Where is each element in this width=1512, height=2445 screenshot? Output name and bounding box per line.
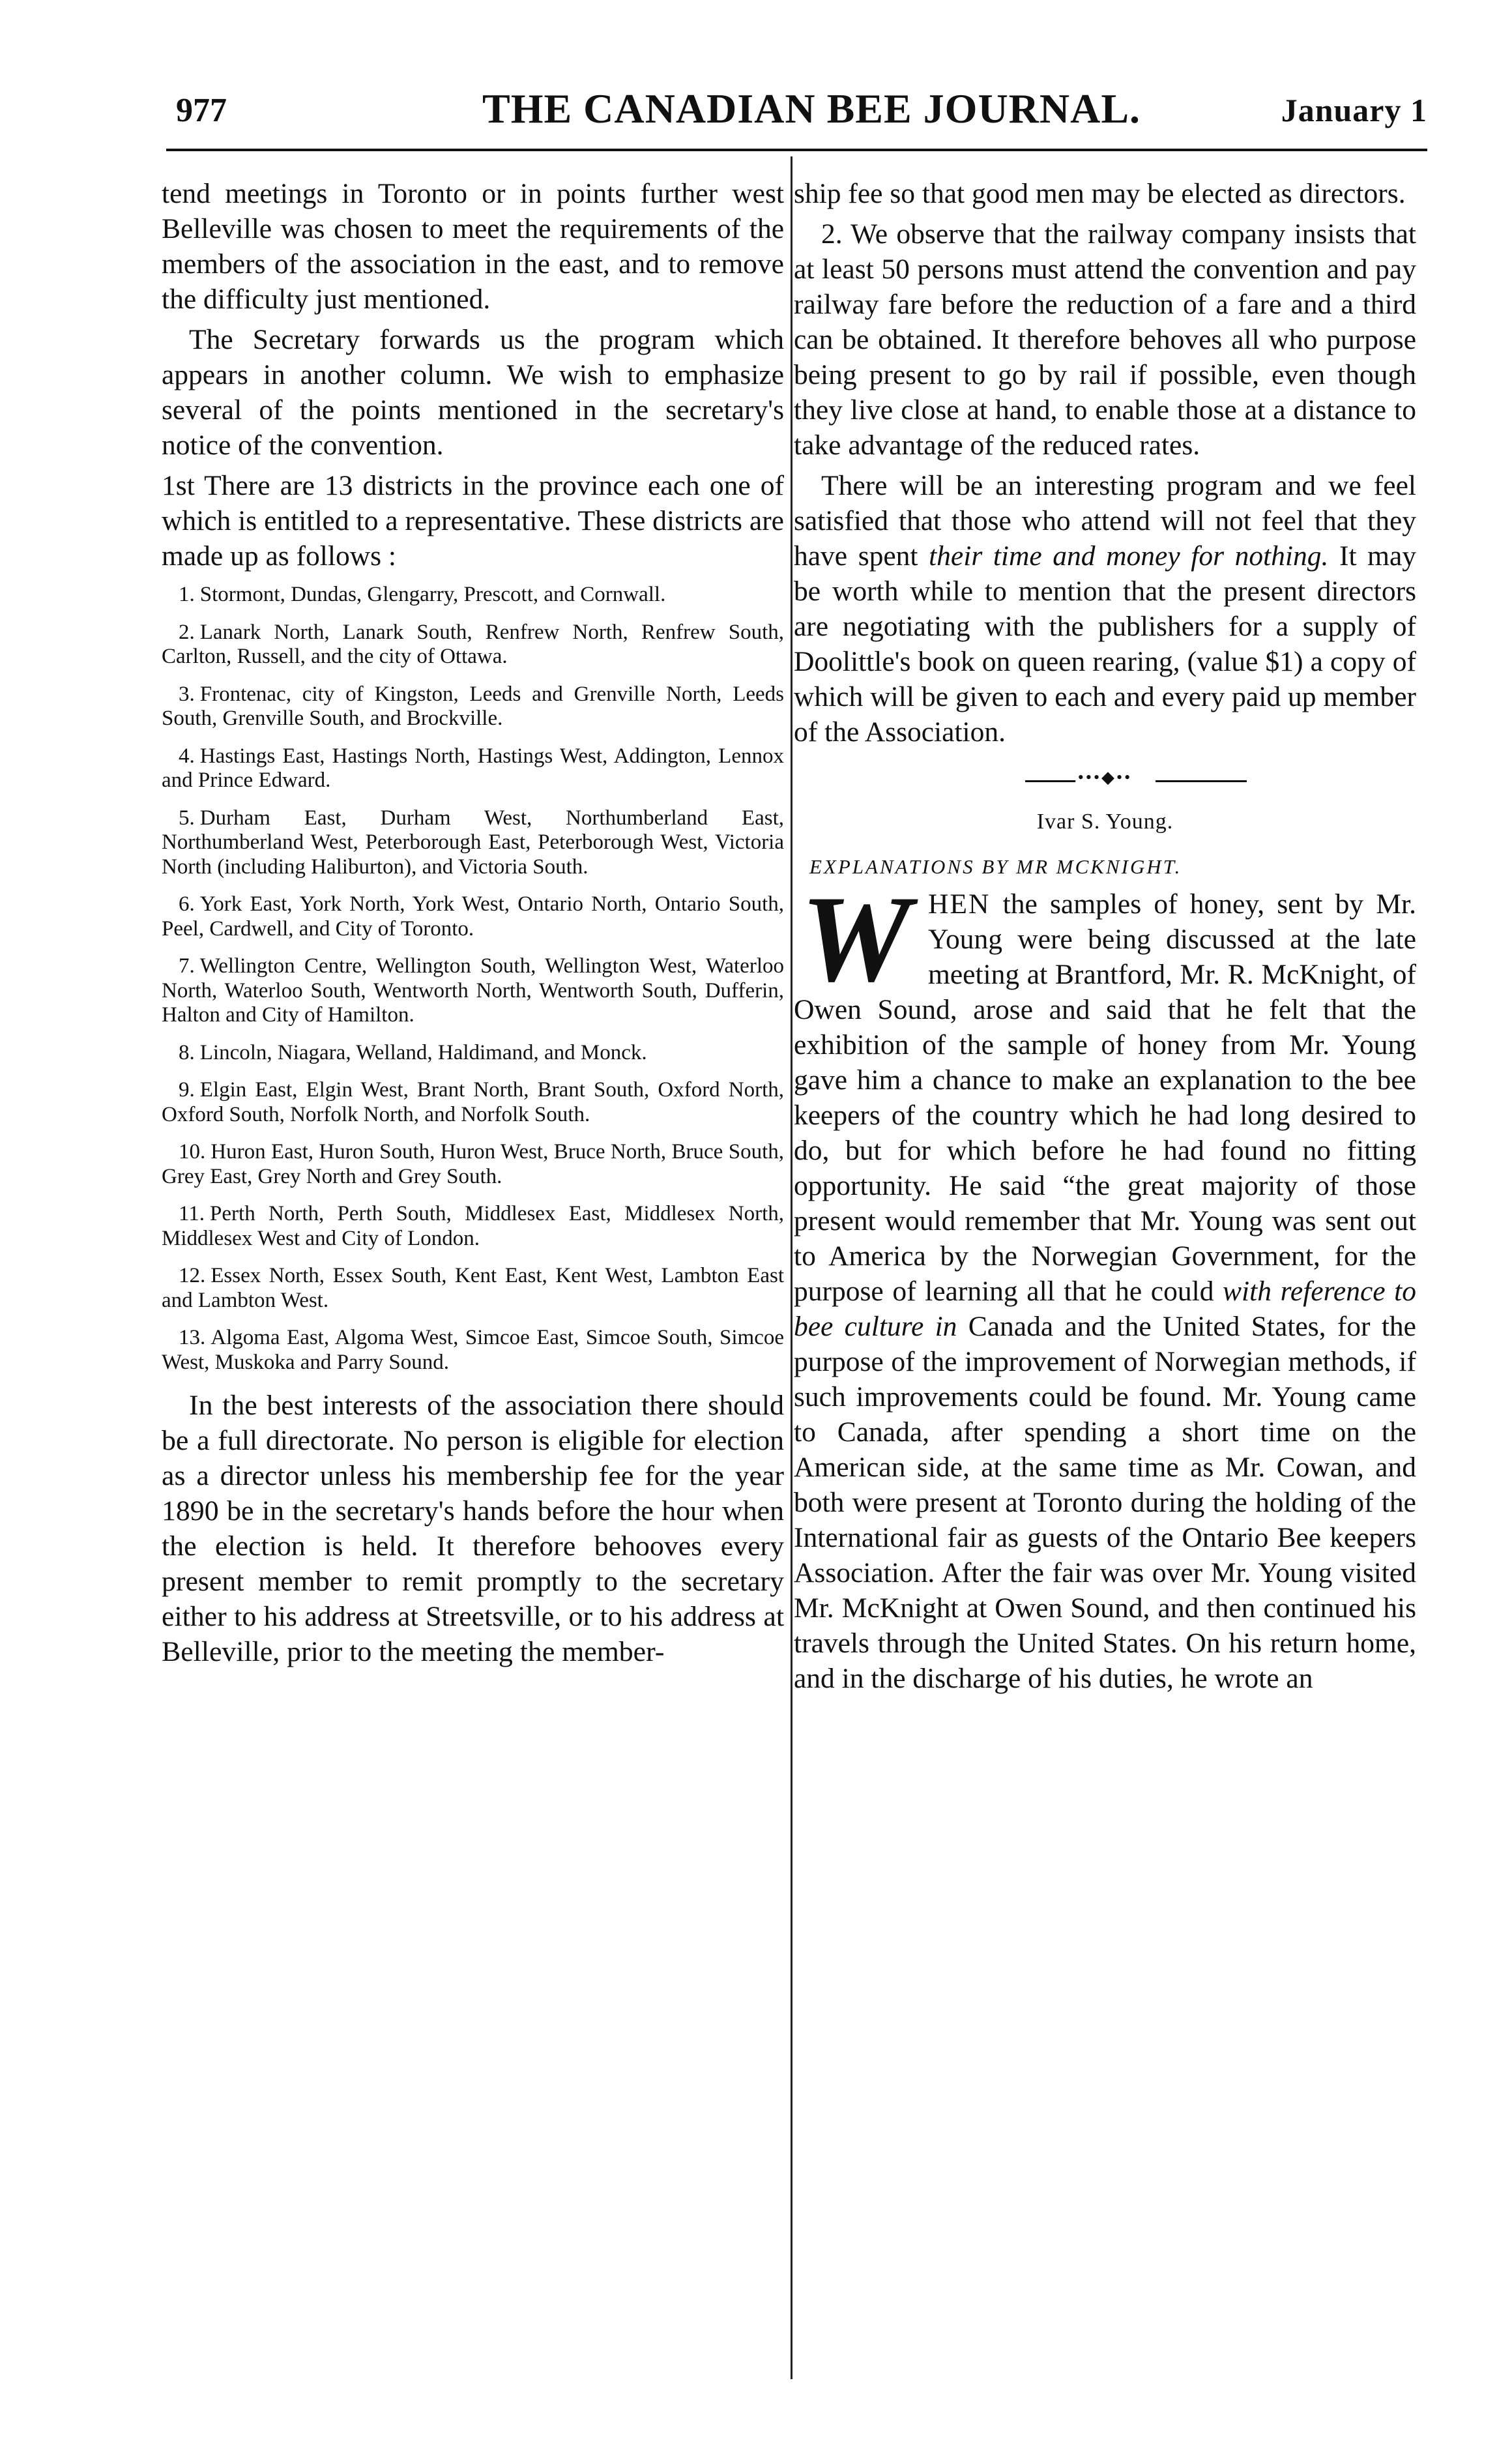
ornament-rule	[1156, 780, 1247, 782]
district-number: 11.	[179, 1202, 205, 1225]
ornament-glyph: •••◆••	[1075, 768, 1135, 787]
italic-text: their time and money for nothing.	[929, 540, 1329, 572]
paragraph: ship fee so that good men may be elected as directors.	[794, 178, 1406, 209]
district-text: Wellington Centre, Wellington South, Wellington West, Waterloo North, Waterloo South, Wentworth North, Wentworth South, Dufferin, Halton and City of Hamilton.	[162, 954, 784, 1027]
paragraph: 2. We observe that the railway company insists that at least 50 persons must attend the convention and pay railway fare before the reduction of a fare and a third can be obtained. It therefore behoves all who purpose being present to go by rail if possible, even though they live close at hand, to enable those at a distance to take advantage of the reduced rates.	[794, 218, 1416, 461]
drop-cap: W	[800, 871, 911, 1008]
district-item	[162, 1140, 784, 1189]
text-run: the samples of honey, sent by Mr. Young were being discussed at the late meeting at Brantford, Mr. R. McKnight, of Owen Sound, arose and said that he felt that the exhibition of the sample of honey from Mr. Young gave him a chance to make an explanation to the bee keepers of the country which he had long desired to do, but for which before he had found no fitting opportunity. He said “the great majority of those present would remember that Mr. Young was sent out to America by the Norwegian Government, for the purpose of learning all that he could	[794, 888, 1416, 1307]
district-item	[162, 682, 784, 731]
district-number: 9.	[179, 1078, 195, 1102]
article-subhead: EXPLANATIONS BY MR MCKNIGHT.	[809, 855, 1182, 878]
district-text: Frontenac, city of Kingston, Leeds and Grenville North, Leeds South, Grenville South, and Brockville.	[162, 682, 784, 730]
text-run: Canada and the United States, for the purpose of the improvement of Norwegian methods, if such improvements could be found. Mr. Young came to Canada, after spending a short time on the American side, at the same time as Mr. Cowan, and both were present at Toronto during the holding of the International fair as guests of the Ontario Bee keepers Association. After the fair was over Mr. Young visited Mr. McKnight at Owen Sound, and then continued his travels through the United States. On his return home, and in the discharge of his duties, he wrote an	[794, 1311, 1416, 1694]
lead-word: HEN	[928, 888, 991, 920]
page-header	[176, 85, 1427, 137]
district-number: 5.	[179, 806, 195, 830]
district-number: 2.	[179, 620, 195, 644]
text-run: There will be an interesting program and we feel satisfied that those who attend will not feel that they have spent	[794, 470, 1416, 572]
journal-title: THE CANADIAN BEE JOURNAL.	[482, 85, 1141, 132]
district-text: Essex North, Essex South, Kent East, Kent West, Lambton East and Lambton West.	[162, 1264, 784, 1312]
paragraph: The Secretary forwards us the program which appears in another column. We wish to emphasize several of the points mentioned in the secretary's notice of the convention.	[162, 324, 784, 461]
district-list	[162, 583, 784, 1375]
district-text: York East, York North, York West, Ontario North, Ontario South, Peel, Cardwell, and City of Toronto.	[162, 892, 784, 941]
district-text: Elgin East, Elgin West, Brant North, Brant South, Oxford North, Oxford South, Norfolk North, and Norfolk South.	[162, 1078, 784, 1126]
district-number: 3.	[179, 682, 195, 706]
paragraph: 1st There are 13 districts in the province each one of which is entitled to a representative. These districts are made up as follows :	[162, 470, 784, 572]
text-run: It may be worth while to mention that the present directors are negotiating with the publishers for a supply of Doolittle's book on queen rearing, (value $1) a copy of which will be given to each and every paid up member of the Association.	[794, 540, 1416, 748]
section-ornament	[794, 768, 1416, 787]
left-column	[162, 176, 784, 1675]
district-item	[162, 892, 784, 941]
district-item	[162, 1326, 784, 1375]
italic-text: with reference to bee culture in	[794, 1276, 1417, 1342]
district-item	[162, 621, 784, 669]
right-column	[794, 176, 1416, 1696]
district-text: Stormont, Dundas, Glengarry, Prescott, and Cornwall.	[199, 583, 666, 606]
district-number: 13.	[179, 1326, 206, 1349]
district-number: 6.	[179, 892, 195, 916]
district-item	[162, 954, 784, 1028]
district-text: Huron East, Huron South, Huron West, Bruce North, Bruce South, Grey East, Grey North and Grey South.	[162, 1140, 784, 1188]
page-number: 977	[176, 92, 227, 129]
district-item	[162, 806, 784, 880]
district-number: 10.	[179, 1140, 206, 1164]
article-byline: Ivar S. Young.	[1036, 810, 1174, 834]
district-item	[162, 1078, 784, 1127]
district-text: Lanark North, Lanark South, Renfrew North, Renfrew South, Carlton, Russell, and the city of Ottawa.	[162, 620, 784, 668]
district-number: 7.	[179, 954, 195, 978]
district-item	[162, 1202, 784, 1251]
district-number: 12.	[179, 1264, 206, 1287]
header-rule	[166, 149, 1427, 151]
paragraph	[794, 871, 1417, 1696]
paragraph: tend meetings in Toronto or in points further west Belleville was chosen to meet the requirements of the members of the association in the east, and to remove the difficulty just mentioned.	[162, 178, 784, 315]
district-text: Durham East, Durham West, Northumberland East, Northumberland West, Peterborough East, Peterborough West, Victoria North (including Haliburton), and Victoria South.	[162, 806, 784, 879]
column-divider	[791, 156, 792, 2379]
district-item	[162, 1041, 784, 1066]
paragraph	[794, 468, 1416, 750]
district-number: 4.	[179, 744, 195, 768]
district-item	[162, 583, 784, 608]
district-text: Lincoln, Niagara, Welland, Haldimand, and Monck.	[199, 1040, 647, 1064]
issue-month: January 1	[1281, 92, 1427, 128]
district-text: Algoma East, Algoma West, Simcoe East, Simcoe South, Simcoe West, Muskoka and Parry Sound.	[162, 1326, 784, 1374]
article-body	[794, 871, 1417, 1696]
district-text: Hastings East, Hastings North, Hastings West, Addington, Lennox and Prince Edward.	[162, 744, 784, 792]
district-item	[162, 744, 784, 793]
district-number: 1.	[179, 583, 195, 606]
district-item	[162, 1264, 784, 1313]
district-number: 8.	[179, 1040, 195, 1064]
paragraph: In the best interests of the association there should be a full directorate. No person is eligible for election as a director unless his membership fee for the year 1890 be in the secretary's hands before the hour when the election is held. It therefore behooves every present member to remit promptly to the secretary either to his address at Streetsville, or to his address at Belleville, prior to the meeting the member-	[162, 1390, 784, 1667]
district-text: Perth North, Perth South, Middlesex East, Middlesex North, Middlesex West and City of London.	[162, 1202, 784, 1250]
